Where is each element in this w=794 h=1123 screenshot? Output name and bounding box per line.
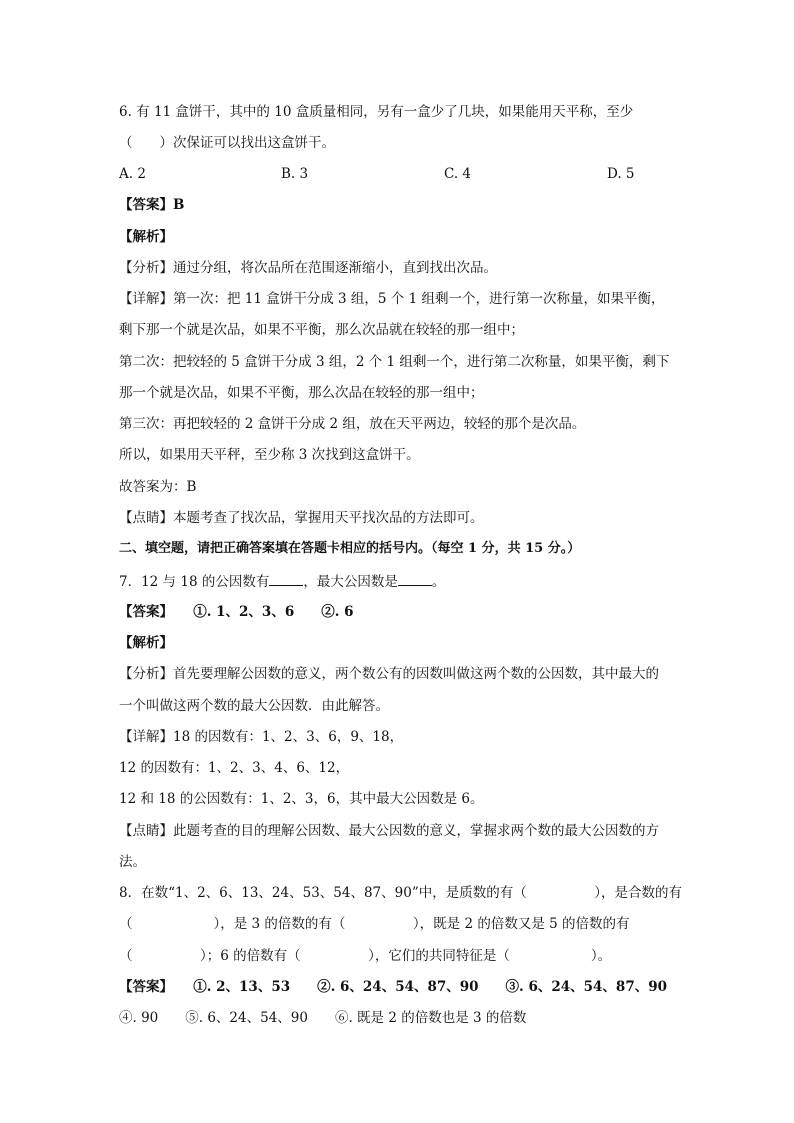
- q7-answer: 【答案】 ①. 1、2、3、6 ②. 6: [119, 604, 354, 620]
- q7-xiangjie-line1: 【详解】18 的因数有：1、2、3、6，9、18，: [119, 729, 404, 745]
- q7-stem-part3: 。: [431, 574, 446, 590]
- q8-stem-line3: （ ）；6 的倍数有（ ），它们的共同特征是（ ）。: [119, 948, 612, 964]
- q7-analysis-heading: 【解析】: [119, 635, 173, 651]
- q6-xiangjie-line2: 剩下那一个就是次品，如果不平衡，那么次品就在较轻的那一组中；: [119, 322, 524, 338]
- q7-dianjing-line1: 【点睛】此题考查的目的理解公因数、最大公因数的意义，掌握求两个数的最大公因数的方: [119, 823, 659, 839]
- q6-xiangjie-line4: 那一个就是次品，如果不平衡，那么次品在较轻的那一组中；: [119, 385, 484, 401]
- q6-final-answer: 故答案为：B: [119, 479, 197, 495]
- q6-dianjing: 【点睛】本题考查了找次品，掌握用天平找次品的方法即可。: [119, 510, 484, 526]
- q7-stem-part2: ，最大公因数是: [303, 574, 398, 590]
- q7-blank-1: [269, 571, 303, 586]
- q6-stem-line2: （ ）次保证可以找出这盒饼干。: [119, 135, 335, 151]
- q7-xiangjie-line3: 12 和 18 的公因数有：1、2、3，6，其中最大公因数是 6。: [119, 791, 484, 807]
- q7-blank-2: [398, 571, 432, 586]
- q6-xiangjie-line5: 第三次：再把较轻的 2 盒饼干分成 2 组，放在天平两边，较轻的那个是次品。: [119, 416, 586, 432]
- q6-xiangjie-line6: 所以，如果用天平秤，至少称 3 次找到这盒饼干。: [119, 447, 420, 463]
- q6-option-d: D. 5: [607, 166, 635, 182]
- q8-stem-line2: （ ），是 3 的倍数的有（ ），既是 2 的倍数又是 5 的倍数的有: [119, 916, 630, 932]
- section2-title: 二、填空题，请把正确答案填在答题卡相应的括号内。（每空 1 分，共 15 分。）: [119, 541, 581, 556]
- q6-option-c: C. 4: [444, 166, 472, 182]
- q6-stem-line1: 6. 有 11 盒饼干，其中的 10 盒质量相同，另有一盒少了几块，如果能用天平称，至少: [119, 104, 634, 120]
- q8-stem-line1: 8．在数“1、2、6、13、24、53、54、87、90”中，是质数的有（ ），是合数的有: [119, 885, 682, 901]
- q7-fenxi-line1: 【分析】首先要理解公因数的意义，两个数公有的因数叫做这两个数的公因数，其中最大的: [119, 666, 659, 682]
- q8-answer-line1: 【答案】 ①. 2、13、53 ②. 6、24、54、87、90 ③. 6、24、54、87、90: [119, 979, 667, 995]
- q7-stem-part1: 7．12 与 18 的公因数有: [119, 574, 270, 590]
- q7-xiangjie-line2: 12 的因数有：1、2、3、4、6、12，: [119, 760, 350, 776]
- q6-option-b: B. 3: [281, 166, 309, 182]
- q7-dianjing-line2: 法。: [119, 854, 146, 870]
- q6-option-a: A. 2: [119, 166, 146, 182]
- q6-fenxi: 【分析】通过分组，将次品所在范围逐渐缩小，直到找出次品。: [119, 260, 497, 276]
- q6-xiangjie-line3: 第二次：把较轻的 5 盒饼干分成 3 组，2 个 1 组剩一个，进行第二次称量，如果平衡，剩下: [119, 354, 670, 370]
- q6-xiangjie-line1: 【详解】第一次：把 11 盒饼干分成 3 组，5 个 1 组剩一个，进行第一次称量，如果平衡，: [119, 291, 665, 307]
- q8-answer-line2: ④. 90 ⑤. 6、24、54、90 ⑥. 既是 2 的倍数也是 3 的倍数: [119, 1010, 527, 1026]
- q7-stem: [119, 571, 445, 592]
- q6-answer: 【答案】B: [119, 197, 185, 213]
- q7-fenxi-line2: 一个叫做这两个数的最大公因数．由此解答。: [119, 698, 389, 714]
- q6-analysis-heading: 【解析】: [119, 229, 173, 245]
